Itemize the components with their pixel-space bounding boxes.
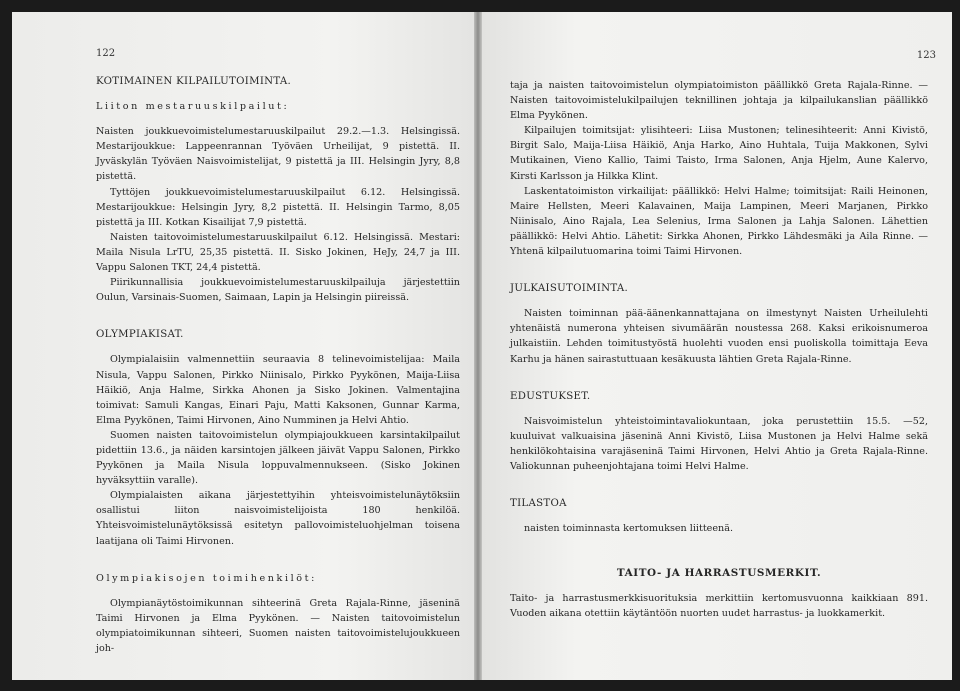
paragraph: Piirikunnallisia joukkuevoimistelumestaruuskilpailuja järjestettiin Oulun, Varsinais-Suomen, Saimaan, Lapin ja Helsingin piireissä.	[96, 277, 460, 304]
paragraph: taja ja naisten taitovoimistelun olympiatoimiston päällikkö Greta Rajala-Rinne. — Naisten taitovoimistelukilpailujen teknillinen johtaja ja kilpailukanslian päällikkö Elma Pyykönen.	[510, 80, 928, 122]
paragraph: Laskentatoimiston virkailijat: päällikkö: Helvi Halme; toimitsijat: Raili Heinonen, Maire Hellsten, Meeri Kalavainen, Maija Lampinen, Meeri Marjanen, Pirkko Niinisalo, Aino Rajala, Lea Selenius, Irma Salonen ja Lahja Salonen. Lähettien päällikkö: Helvi Ahtio. Lähetit: Sirkka Ahonen, Pirkko Lähdesmäki ja Aila Rinne. — Yhtenä kilpailutuomarina toimi Taimi Hirvonen.	[510, 185, 928, 258]
book-spread	[12, 12, 952, 680]
paragraph: Tyttöjen joukkuevoimistelumestaruuskilpailut 6.12. Helsingissä. Mestarijoukkue: Helsingin Jyry, 8,2 pistettä. II. Helsingin Tarmo, 8,05 pistettä ja III. Kotkan Kisailijat 7,9 pistettä.	[96, 186, 460, 228]
paragraph: Naisten toiminnan pää-äänenkannattajana on ilmestynyt Naisten Urheilulehti yhtenäistä numerona yhteisen sivumäärän noustessa 268. Kaksi erikoisnumeroa julkaistiin. Lehden toimitustyöstä huolehti vuoden ensi puoliskolla toimittaja Eeva Karhu ja hänen sairastuttuaan kesäkuusta lähtien Greta Rajala-Rinne.	[510, 308, 928, 365]
right-text-column	[510, 78, 928, 622]
paragraph: Naisvoimistelun yhteistoimintavaliokuntaan, joka perustettiin 15.5. —52, kuuluivat valkuaisina jäseninä Anni Kivistö, Liisa Mustonen ja Helvi Halme sekä henkilökohtaisina varajäseninä Taimi Hirvonen, Helvi Ahtio ja Greta Rajala-Rinne. Valiokunnan puheenjohtajana toimi Helvi Halme.	[510, 415, 928, 472]
paragraph: Naisten taitovoimistelumestaruuskilpailut 6.12. Helsingissä. Mestari: Maila Nisula LrTU, 25,35 pistettä. II. Sisko Jokinen, HeJy, 24,7 ja III. Vappu Salonen TKT, 24,4 pistettä.	[96, 231, 460, 274]
paragraph: Olympialaisten aikana järjestettyihin yhteisvoimistelunäytöksiin osallistui liiton naisvoimistelijoista 180 henkilöä. Yhteisvoimistelunäytöksissä esitetyn pallovoimisteluohjelman toisena laatijana oli Taimi Hirvonen.	[96, 490, 460, 547]
section-heading-taito-ja-harrastusmerkit: TAITO- JA HARRASTUSMERKIT.	[616, 567, 822, 580]
section-heading-julkaisutoiminta: JULKAISUTOIMINTA.	[510, 283, 629, 295]
paragraph: Naisten joukkuevoimistelumestaruuskilpailut 29.2.—1.3. Helsingissä. Mestarijoukkue: Lappeenrannan Työväen Urheilijat, 9 pistettä. II. Jyväskylän Työväen Naisvoimistelijat, 9 pistettä ja III. Helsingin Jyry, 8,8 pistettä.	[96, 126, 460, 183]
paragraph: naisten toiminnasta kertomuksen liitteenä.	[524, 523, 733, 535]
book-gutter	[474, 12, 482, 680]
paragraph: Olympianäytöstoimikunnan sihteerinä Greta Rajala-Rinne, jäseninä Taimi Hirvonen ja Elma Pyykönen. — Naisten taitovoimistelun olympiatoimikunnan sihteeri, Suomen naisten taitovoimistelujoukkueen joh-	[96, 597, 460, 654]
section-heading-olympiakisat: OLYMPIAKISAT.	[96, 329, 184, 341]
section-heading-kotimainen: KOTIMAINEN KILPAILUTOIMINTA.	[96, 76, 292, 87]
paragraph: Taito- ja harrastusmerkkisuorituksia merkittiin kertomusvuonna kaikkiaan 891. Vuoden aikana otettiin käytäntöön nuorten uudet harrastus- ja luokkamerkit.	[510, 593, 928, 620]
page-number-left: 122	[96, 48, 116, 59]
page-number-right: 123	[916, 50, 936, 61]
paragraph: Olympialaisiin valmennettiin seuraavia 8 telinevoimistelijaa: Maila Nisula, Vappu Salonen, Pirkko Niinisalo, Pirkko Pyykönen, Maija-Liisa Häikiö, Anja Halme, Sirkka Ahonen ja Sisko Jokinen. Valmentajina toimivat: Samuli Kangas, Einari Paju, Matti Kaksonen, Gunnar Karma, Elma Pyykönen, Taimi Hirvonen, Aino Numminen ja Helvi Ahtio.	[96, 354, 460, 426]
paragraph: Suomen naisten taitovoimistelun olympiajoukkueen karsintakilpailut pidettiin 13.6., ja näiden karsintojen jälkeen jäivät Vappu Salonen, Pirkko Pyykönen ja Maila Nisula loppuvalmennukseen. (Sisko Jokinen hyväksyttiin varalle).	[96, 429, 460, 487]
left-page	[12, 12, 474, 680]
section-heading-tilastoa: TILASTOA	[510, 498, 567, 510]
subheading-toimihenkilot: Olympiakisojen toimihenkilöt:	[96, 572, 317, 584]
left-text-column	[96, 74, 460, 656]
section-heading-edustukset: EDUSTUKSET.	[510, 390, 591, 402]
right-page	[482, 12, 952, 680]
subheading-liiton-mestaruuskilpailut: Liiton mestaruuskilpailut:	[96, 101, 290, 113]
paragraph: Kilpailujen toimitsijat: ylisihteeri: Liisa Mustonen; telinesihteerit: Anni Kivistö, Birgit Salo, Maija-Liisa Häikiö, Anja Harko, Aino Huhtala, Tuija Makkonen, Sylvi Mutikainen, Vieno Kallio, Taimi Taisto, Irma Salonen, Anja Hjelm, Aune Kalervo, Kirsti Karlsson ja Hilkka Klint.	[510, 125, 928, 182]
